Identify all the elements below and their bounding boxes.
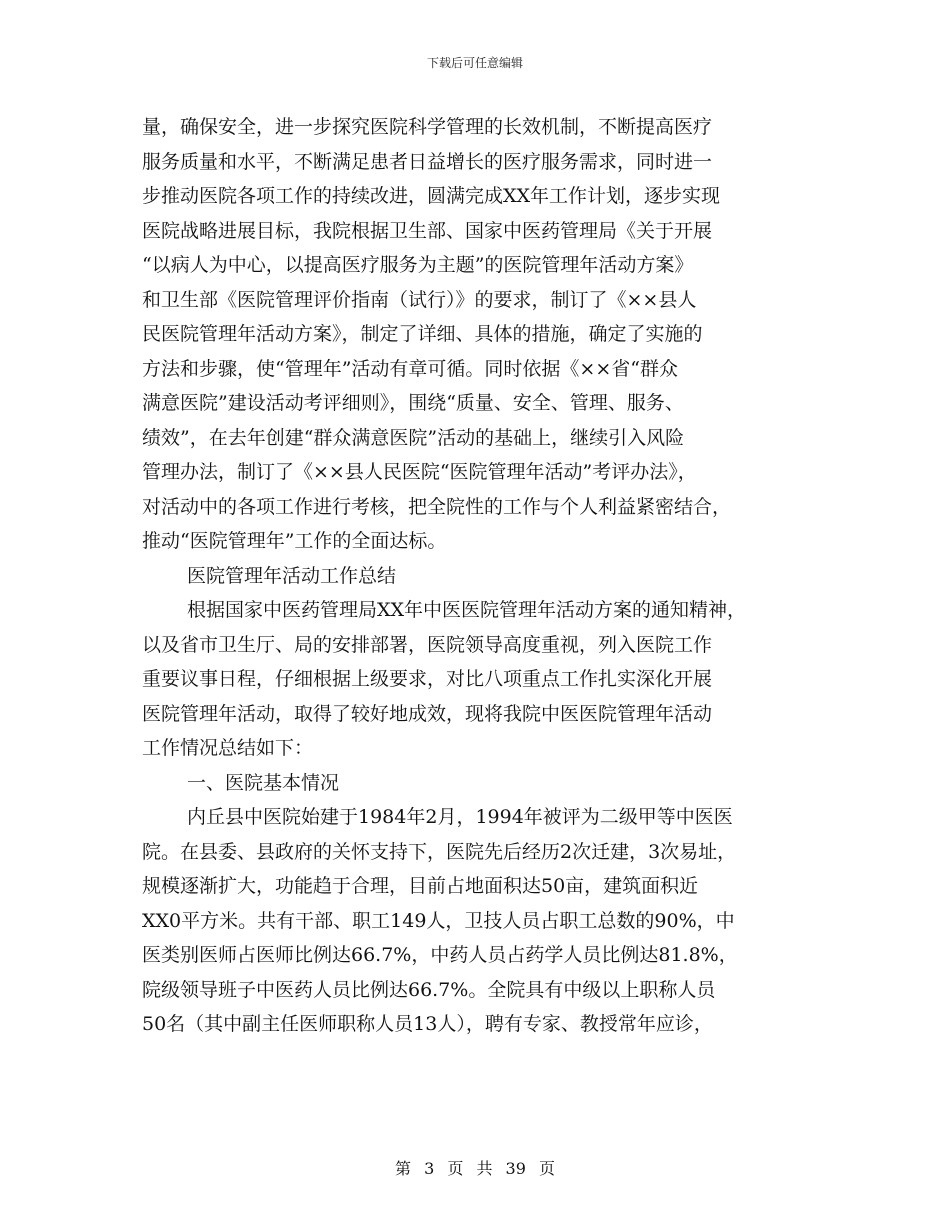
text-line: 管理办法，制订了《××县人民医院“医院管理年活动”考评办法》， <box>142 461 697 483</box>
text-line: 院。在县委、县政府的关怀支持下，医院先后经历2次迁建，3次易址， <box>142 840 737 863</box>
text-line: 方法和步骤，使“管理年”活动有章可循。同时依据《××省“群众 <box>142 357 678 380</box>
section-heading: 医院管理年活动工作总结 <box>187 564 397 587</box>
text-line: 量，确保安全，进一步探究医院科学管理的长效机制，不断提高医疗 <box>142 116 713 138</box>
text-line: “以病人为中心，以提高医疗服务为主题”的医院管理年活动方案》 <box>142 254 694 276</box>
text-line: 院级领导班子中医药人员比例达66.7%。全院具有中级以上职称人员 <box>142 978 716 1001</box>
text-line: 民医院管理年活动方案》，制定了详细、具体的措施，确定了实施的 <box>142 323 703 345</box>
page-header: 下载后可任意编辑 <box>426 56 523 70</box>
section-heading: 一、医院基本情况 <box>187 771 340 794</box>
text-line: 规模逐渐扩大，功能趋于合理，目前占地面积达50亩，建筑面积近 <box>142 875 699 897</box>
text-line: 重要议事日程，仔细根据上级要求，对比八项重点工作扎实深化开展 <box>142 668 713 690</box>
text-line: 医院战略进展目标，我院根据卫生部、国家中医药管理局《关于开展 <box>142 219 713 242</box>
text-line: 服务质量和水平，不断满足患者日益增长的医疗服务需求，同时进一 <box>142 150 713 173</box>
text-line: 内丘县中医院始建于1984年2月，1994年被评为二级甲等中医医 <box>187 806 733 828</box>
document-body <box>142 110 822 1042</box>
text-line: XX0平方米。共有干部、职工149人，卫技人员占职工总数的90%，中 <box>142 909 735 932</box>
text-line: 对活动中的各项工作进行考核，把全院性的工作与个人利益紧密结合， <box>142 495 732 518</box>
text-line: 工作情况总结如下： <box>142 737 314 759</box>
text-line: 和卫生部《医院管理评价指南（试行）》的要求，制订了《××县人 <box>142 288 697 311</box>
text-line: 满意医院”建设活动考评细则》，围绕“质量、安全、管理、服务、 <box>142 392 684 414</box>
page-footer: 第 3 页 共 39 页 <box>395 1159 555 1178</box>
text-line: 医类别医师占医师比例达66.7%，中药人员占药学人员比例达81.8%， <box>142 944 738 966</box>
text-line: 根据国家中医药管理局XX年中医医院管理年活动方案的通知精神， <box>187 599 747 621</box>
text-line: 以及省市卫生厅、局的安排部署，医院领导高度重视，列入医院工作 <box>142 633 713 656</box>
text-line: 推动“医院管理年”工作的全面达标。 <box>142 530 447 552</box>
text-line: 50名（其中副主任医师职称人员13人），聘有专家、教授常年应诊， <box>142 1013 713 1035</box>
text-line: 绩效”，在去年创建“群众满意医院”活动的基础上，继续引入风险 <box>142 426 685 449</box>
text-line: 医院管理年活动，取得了较好地成效，现将我院中医医院管理年活动 <box>142 702 713 725</box>
text-line: 步推动医院各项工作的持续改进，圆满完成XX年工作计划，逐步实现 <box>142 185 721 207</box>
